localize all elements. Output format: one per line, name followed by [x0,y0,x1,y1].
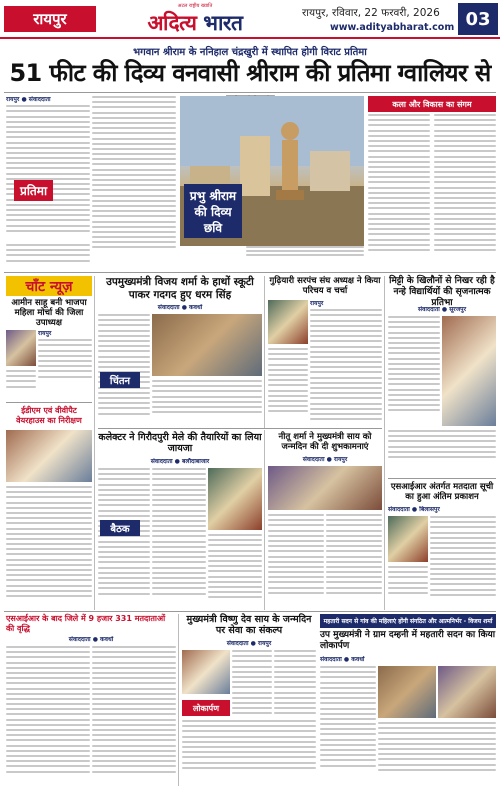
pratima-label: प्रतिमा [14,180,53,201]
story-1-col-1 [98,314,150,426]
story-3-title[interactable]: मिट्टी के खिलौनों से निखर रही है नन्हे विद्यार्थियों की सृजनात्मक प्रतिभा [389,276,495,308]
story-6-body [430,516,496,608]
website-link[interactable]: www.adityabharat.com [330,22,455,33]
lead-column-1 [6,96,90,242]
story-9-byline: संवाददाता ● कवर्धा [320,656,365,663]
story-9-photo-1 [378,666,436,718]
story-7-col-2 [92,646,176,784]
masthead [0,0,500,38]
story-4-tag: बैठक [100,520,140,536]
header-divider [0,37,500,39]
logo-part-2: भारत [203,10,243,35]
story-8-title[interactable]: मुख्यमंत्री विष्णु देव साय के जन्मदिन पर सेवा का संकल्प [186,614,312,637]
story-1-byline: संवाददाता ● कवर्धा [157,304,203,311]
story-2-body [310,300,382,426]
chaat-item-1-title[interactable]: आमीन साहू बनी भाजपा महिला मोर्चा की जिला उपाध्यक्ष [11,298,87,329]
story-4-col-1 [98,468,150,608]
page-number: 03 [458,3,498,35]
story-3-byline: संवाददाता ● सूरजपुर [417,306,467,313]
chaat-item-1-body [38,330,92,400]
story-4-byline: संवाददाता ● बलौदाबाजार [150,458,210,465]
city-section-tab: रायपुर [4,6,96,32]
story-5-title[interactable]: नीतू शर्मा ने मुख्यमंत्री साय को जन्मदिन की दी शुभकामनाएं [278,432,372,453]
lead-photo-caption [246,246,364,258]
story-2-photo-1 [268,300,308,344]
story-9-photo-2 [438,666,496,718]
newspaper-logo [140,3,250,35]
story-3-body [388,316,440,426]
story-5-photo [268,466,382,510]
sidebar-title: कला और विकास का संगम [368,96,496,112]
lead-byline: रायपुर ● संवाददाता [6,96,51,103]
story-7-byline: संवाददाता ● कवर्धा [68,636,114,643]
chaat-byline: रायपुर [38,330,52,337]
story-9-kicker: महतारी सदन से गांव की महिलाएं होंगी संगठित और आत्मनिर्भर - विजय शर्मा [320,614,496,628]
story-2-byline: रायपुर [310,300,324,307]
logo-tagline: अटल राष्ट्रीय ख्याति [177,3,213,9]
story-8-col-2 [274,650,316,724]
logo-wordmark [140,9,250,37]
story-4-photo [208,468,262,530]
story-9-tag: लोकार्पण [182,700,230,716]
story-3-photo [442,316,496,426]
section-divider [4,272,496,273]
story-1-title[interactable]: उपमुख्यमंत्री विजय शर्मा के हाथों स्कूटी पाकर गदगद हुए धरम सिंह [106,276,254,301]
story-4-title[interactable]: कलेक्टर ने गिरौदपुरी मेले की तैयारियों का लिया जायजा [98,432,262,455]
chaat-item-2-title[interactable]: ईडीएम एवं वीवीपैट वेयरहाउस का निरीक्षण [16,406,82,425]
story-9-col-1 [320,666,376,784]
story-1-tag: चिंतन [100,372,140,388]
story-2-title[interactable]: गुढ़ियारी सरपंच संघ अध्यक्ष ने किया परिचय व चर्चा [269,276,381,297]
story-8-photo [182,650,230,694]
story-1-photo [152,314,262,376]
chaat-item-2-body [6,486,92,608]
story-9-col-2 [378,722,496,784]
chaat-item-2-photo [6,430,92,482]
story-6-title[interactable]: एसआईआर अंतर्गत मतदाता सूची का हुआ अंतिम प्रकाशन [390,482,494,503]
story-5-byline: संवाददाता ● रायपुर [302,456,348,463]
story-4-col-2 [152,468,206,608]
lead-kicker: भगवान श्रीराम के ननिहाल चंद्रखुरी में स्थापित होगी विराट प्रतिमा [133,47,367,58]
story-5-col-2 [326,514,382,608]
story-6-photo [388,516,428,562]
logo-part-1: अदित्य [147,10,204,35]
story-6-byline: संवाददाता ● बिलासपुर [388,506,440,513]
lead-divider [4,92,496,93]
chaat-news-badge: चाँट न्यूज़ [6,276,92,296]
lead-headline[interactable]: 51 फीट की दिव्य वनवासी श्रीराम की प्रतिमा ग्वालियर से [9,59,491,87]
story-7-title[interactable]: एसआईआर के बाद जिले में 9 हजार 331 मतदाताओं की वृद्धि [6,614,166,633]
edition-date: रायपुर, रविवार, 22 फरवरी, 2026 [302,7,440,19]
story-7-col-1 [6,646,90,784]
story-5-col-1 [268,514,324,608]
story-8-byline: संवाददाता ● रायपुर [226,640,272,647]
story-8-col-1 [232,650,272,724]
sidebar-column-2 [434,114,496,270]
sidebar-column-1 [368,114,430,270]
lead-column-2 [92,96,176,268]
chaat-item-1-photo [6,330,36,366]
lead-column-1b [6,244,90,266]
story-9-title[interactable]: उप मुख्यमंत्री ने ग्राम दम्हनी में महतारी सदन का किया लोकार्पण [320,630,496,651]
lead-image-box: प्रभु श्रीराम की दिव्य छवि [184,184,242,238]
